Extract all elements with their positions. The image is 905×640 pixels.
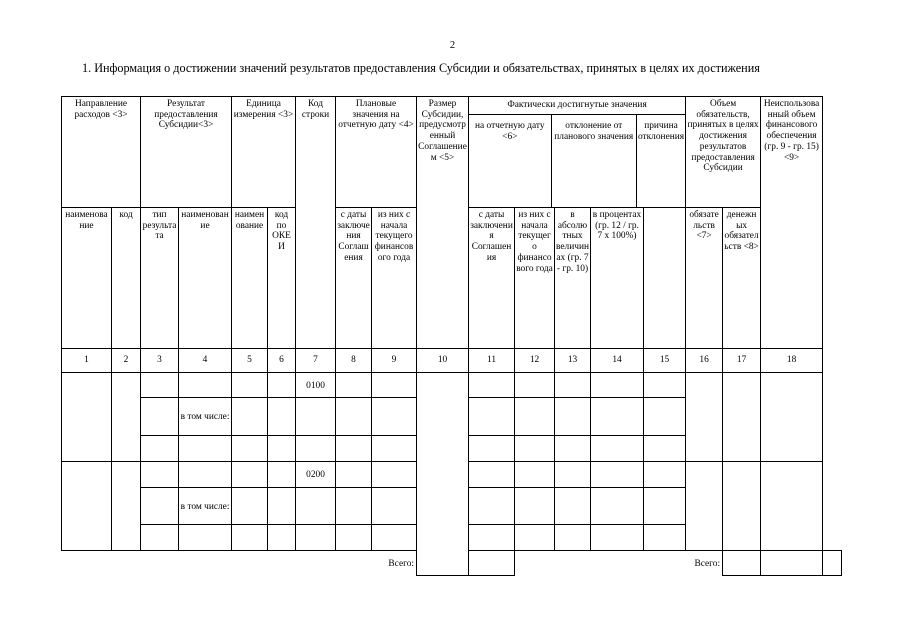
cell — [469, 398, 515, 436]
header-actual-on-date: на отчетную дату <6> — [469, 115, 552, 207]
column-number: 14 — [591, 349, 644, 373]
cell — [232, 373, 268, 398]
subheader-actual-since-year: из них с начала текущего финансового года — [515, 208, 555, 349]
including-label: в том числе: — [179, 488, 232, 525]
cell — [268, 373, 296, 398]
header-line-code: Код строки — [296, 97, 336, 349]
column-number: 1 — [62, 349, 112, 373]
cell — [591, 525, 644, 551]
line-code-cell: 0200 — [296, 462, 336, 488]
cell — [686, 373, 723, 462]
cell — [232, 488, 268, 525]
cell — [268, 462, 296, 488]
subheader-plan-since-year: из них с начала текущего финансового года — [372, 208, 417, 349]
column-number: 13 — [555, 349, 591, 373]
subheader-direction-code: код — [112, 208, 141, 349]
subheader-monetary-obligations: денежных обязательств <8> — [723, 208, 761, 349]
cell — [555, 398, 591, 436]
cell — [469, 462, 515, 488]
cell — [336, 398, 372, 436]
header-result: Результат предоставления Субсидии<3> — [141, 97, 232, 208]
cell — [141, 462, 179, 488]
cell — [112, 462, 141, 551]
header-unused: Неиспользованный объем финансового обеспечения (гр. 9 - гр. 15) <9> — [761, 97, 823, 349]
cell — [296, 436, 336, 462]
header-agreement-size: Размер Субсидии, предусмотренный Соглашением <5> — [417, 97, 469, 349]
column-number: 17 — [723, 349, 761, 373]
subheader-result-name: наименование — [179, 208, 232, 349]
header-deviation-reason: причина отклонения — [637, 121, 685, 142]
cell — [555, 462, 591, 488]
cell — [372, 462, 417, 488]
subheader-plan-from-date: с даты заключения Соглашения — [336, 208, 372, 349]
cell — [591, 398, 644, 436]
header-direction: Направление расходов <3> — [62, 97, 141, 208]
cell — [336, 436, 372, 462]
cell — [112, 373, 141, 462]
cell — [644, 398, 686, 436]
cell — [336, 488, 372, 525]
column-number: 5 — [232, 349, 268, 373]
cell — [296, 525, 336, 551]
total-agreement-size — [469, 551, 515, 576]
cell — [62, 462, 112, 551]
column-number: 10 — [417, 349, 469, 373]
cell — [469, 373, 515, 398]
cell — [141, 488, 179, 525]
cell — [372, 436, 417, 462]
cell — [268, 488, 296, 525]
cell — [232, 462, 268, 488]
cell — [268, 525, 296, 551]
cell — [336, 462, 372, 488]
cell — [141, 398, 179, 436]
cell — [761, 462, 823, 551]
header-unit: Единица измерения <3> — [232, 97, 296, 208]
subheader-result-type: тип результата — [141, 208, 179, 349]
column-number: 18 — [761, 349, 823, 373]
total-unused — [823, 551, 842, 576]
table-row — [62, 373, 842, 398]
cell — [296, 398, 336, 436]
cell — [644, 462, 686, 488]
cell — [644, 488, 686, 525]
cell — [372, 398, 417, 436]
subheader-direction-name: наименование — [62, 208, 112, 349]
cell — [232, 398, 268, 436]
agreement-size-cell — [417, 373, 469, 576]
total-monetary-obligations — [761, 551, 823, 576]
cell — [141, 436, 179, 462]
cell — [644, 373, 686, 398]
cell — [232, 525, 268, 551]
cell — [515, 436, 555, 462]
cell — [336, 373, 372, 398]
total-label-planned: Всего: — [62, 551, 417, 576]
results-table — [61, 96, 842, 576]
column-number: 16 — [686, 349, 723, 373]
cell — [723, 462, 761, 551]
cell — [179, 436, 232, 462]
column-number: 4 — [179, 349, 232, 373]
cell — [372, 525, 417, 551]
cell — [515, 398, 555, 436]
total-label-actual: Всего: — [515, 551, 723, 576]
cell — [555, 436, 591, 462]
cell — [723, 373, 761, 462]
cell — [179, 462, 232, 488]
header-planned: Плановые значения на отчетную дату <4> — [336, 97, 417, 208]
column-number: 9 — [372, 349, 417, 373]
column-number: 11 — [469, 349, 515, 373]
cell — [591, 373, 644, 398]
cell — [515, 525, 555, 551]
header-deviation: отклонение от планового значения — [552, 115, 637, 207]
cell — [62, 373, 112, 462]
column-number: 12 — [515, 349, 555, 373]
subheader-obligations: обязательств <7> — [686, 208, 723, 349]
cell — [336, 525, 372, 551]
cell — [469, 525, 515, 551]
column-number: 2 — [112, 349, 141, 373]
cell — [469, 488, 515, 525]
cell — [591, 436, 644, 462]
column-number: 8 — [336, 349, 372, 373]
line-code-cell: 0100 — [296, 373, 336, 398]
cell — [268, 436, 296, 462]
cell — [555, 525, 591, 551]
cell — [179, 373, 232, 398]
column-number: 3 — [141, 349, 179, 373]
column-number: 15 — [644, 349, 686, 373]
header-row-top — [62, 97, 842, 208]
cell — [591, 488, 644, 525]
subheader-deviation-pct: в процентах (гр. 12 / гр. 7 x 100%) — [591, 208, 644, 349]
cell — [761, 373, 823, 462]
header-actual: Фактически достигнутые значения — [469, 97, 685, 115]
cell — [469, 436, 515, 462]
cell — [372, 373, 417, 398]
column-number: 6 — [268, 349, 296, 373]
header-actual-group — [469, 97, 686, 208]
cell — [591, 462, 644, 488]
subheader-okei: код по ОКЕИ — [268, 208, 296, 349]
cell — [296, 488, 336, 525]
cell — [268, 398, 296, 436]
cell — [372, 488, 417, 525]
including-label: в том числе: — [179, 398, 232, 436]
cell — [141, 373, 179, 398]
cell — [515, 462, 555, 488]
section-title: 1. Информация о достижении значений результатов предоставления Субсидии и обязательствах, принятых в целях их достижения — [82, 61, 760, 75]
column-number: 7 — [296, 349, 336, 373]
cell — [555, 373, 591, 398]
subheader-actual-from-date: с даты заключения Соглашения — [469, 208, 515, 349]
subheader-deviation-abs: в абсолютных величинах (гр. 7 - гр. 10) — [555, 208, 591, 349]
subheader-unit-name: наименование — [232, 208, 268, 349]
cell — [686, 462, 723, 551]
cell — [555, 488, 591, 525]
cell — [515, 373, 555, 398]
cell — [141, 525, 179, 551]
cell — [179, 525, 232, 551]
total-obligations — [723, 551, 761, 576]
column-numbers-row — [62, 349, 842, 373]
header-obligations: Объем обязательств, принятых в целях достижения результатов предоставления Субсидии — [686, 97, 761, 208]
page-number: 2 — [449, 40, 456, 51]
cell — [515, 488, 555, 525]
subheader-deviation-reason-cont — [644, 208, 686, 349]
cell — [232, 436, 268, 462]
